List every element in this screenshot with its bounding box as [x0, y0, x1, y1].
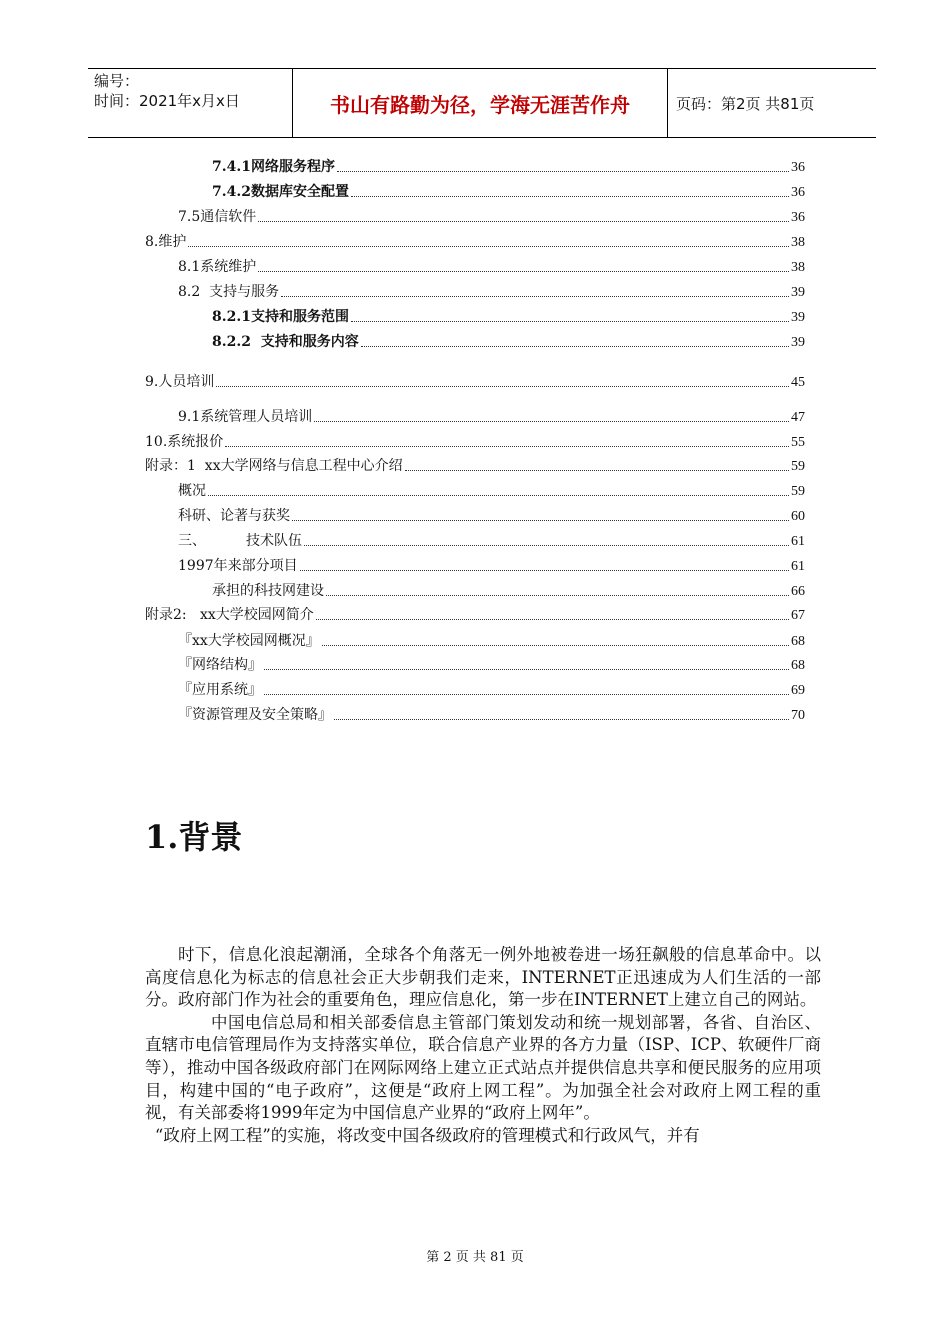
section-heading: 1.背景	[145, 818, 243, 856]
toc-leader-dots	[322, 644, 789, 646]
toc-leader-dots	[208, 494, 789, 496]
toc-entry-page: 55	[791, 435, 805, 450]
toc-leader-dots	[405, 469, 789, 471]
toc-entry-page: 38	[791, 260, 805, 275]
toc-entry[interactable]	[145, 457, 805, 475]
toc-entry[interactable]	[212, 582, 805, 600]
toc-entry-label: 8.2.1支持和服务范围	[212, 309, 349, 325]
toc-entry-page: 36	[791, 160, 805, 175]
toc-leader-dots	[337, 170, 789, 172]
time-label: 时间：2021年x月x日	[94, 92, 240, 110]
toc-entry-label: 8.维护	[145, 234, 187, 250]
toc-entry-page: 66	[791, 584, 805, 599]
toc-entry[interactable]	[212, 333, 805, 351]
number-label: 编号：	[94, 72, 140, 90]
toc-leader-dots	[258, 270, 789, 272]
toc-entry-page: 59	[791, 484, 805, 499]
toc-entry[interactable]	[178, 532, 805, 550]
toc-entry-label: 7.5通信软件	[178, 209, 257, 225]
toc-entry[interactable]	[178, 283, 805, 301]
toc-entry-page: 59	[791, 459, 805, 474]
toc-entry-page: 67	[791, 608, 805, 623]
toc-entry-label: 7.4.1网络服务程序	[212, 159, 335, 175]
toc-entry[interactable]	[178, 258, 805, 276]
toc-entry-label: 『资源管理及安全策略』	[178, 707, 332, 723]
toc-entry[interactable]	[178, 482, 805, 500]
toc-entry-page: 39	[791, 285, 805, 300]
paragraph: 时下，信息化浪起潮涌，全球各个角落无一例外地被卷进一场狂飙般的信息革命中。以高度信息化为标志的信息社会正大步朝我们走来，INTERNET正迅速成为人们生活的一部分。政府部门作为社会的重要角色，理应信息化，第一步在INTERNET上建立自己的网站。	[145, 945, 821, 1010]
toc-leader-dots	[351, 195, 789, 197]
toc-entry-label: 9.1系统管理人员培训	[178, 409, 313, 425]
toc-leader-dots	[264, 668, 789, 670]
toc-entry-page: 39	[791, 310, 805, 325]
toc-entry-label: 9.人员培训	[145, 374, 215, 390]
toc-leader-dots	[351, 320, 789, 322]
toc-entry-page: 36	[791, 210, 805, 225]
header-meta	[88, 69, 293, 137]
toc-entry-label: 科研、论著与获奖	[178, 508, 290, 524]
toc-entry[interactable]	[178, 557, 805, 575]
toc-entry-page: 61	[791, 559, 805, 574]
toc-entry-label: 三、 技术队伍	[178, 533, 303, 549]
toc-entry-label: 8.2 支持与服务	[178, 284, 280, 300]
toc-entry[interactable]	[145, 373, 805, 391]
toc-leader-dots	[258, 220, 789, 222]
toc-entry-label: 10.系统报价	[145, 434, 224, 450]
toc-entry-page: 39	[791, 335, 805, 350]
toc-entry-label: 8.2.2 支持和服务内容	[212, 334, 359, 350]
toc-entry-label: 『应用系统』	[178, 682, 262, 698]
toc-entry-page: 68	[791, 634, 805, 649]
toc-leader-dots	[361, 345, 789, 347]
toc-leader-dots	[292, 519, 789, 521]
toc-entry[interactable]	[145, 433, 805, 451]
toc-entry-page: 61	[791, 534, 805, 549]
toc-entry-label: 附录：1 xx大学网络与信息工程中心介绍	[145, 458, 403, 474]
toc-entry-page: 60	[791, 509, 805, 524]
toc-entry[interactable]	[178, 681, 805, 699]
page-footer: 第 2 页 共 81 页	[426, 1250, 524, 1265]
body-text	[145, 944, 821, 1147]
toc-leader-dots	[334, 718, 789, 720]
toc-entry[interactable]	[145, 233, 805, 251]
toc-leader-dots	[264, 693, 789, 695]
toc-leader-dots	[300, 569, 789, 571]
toc-entry-page: 47	[791, 410, 805, 425]
toc-entry[interactable]	[145, 606, 805, 624]
toc-entry[interactable]	[178, 632, 805, 650]
toc-leader-dots	[326, 594, 789, 596]
toc-entry-label: 『网络结构』	[178, 657, 262, 673]
toc-entry[interactable]	[178, 706, 805, 724]
toc-entry[interactable]	[178, 507, 805, 525]
toc-leader-dots	[225, 445, 789, 447]
toc-leader-dots	[216, 385, 789, 387]
header-page-info: 页码：第2页 共81页	[676, 94, 815, 113]
toc-leader-dots	[281, 295, 789, 297]
toc-entry-page: 68	[791, 658, 805, 673]
toc-leader-dots	[304, 544, 789, 546]
toc-entry-page: 36	[791, 185, 805, 200]
toc-entry-label: 1997年来部分项目	[178, 558, 298, 574]
toc-leader-dots	[188, 245, 789, 247]
toc-leader-dots	[316, 618, 789, 620]
toc-entry-label: 承担的科技网建设	[212, 583, 324, 599]
toc-entry-page: 69	[791, 683, 805, 698]
toc-entry[interactable]	[178, 656, 805, 674]
header-motto: 书山有路勤为径，学海无涯苦作舟	[293, 69, 668, 137]
paragraph: “政府上网工程”的实施，将改变中国各级政府的管理模式和行政风气，并有	[154, 1125, 700, 1145]
toc-entry-page: 38	[791, 235, 805, 250]
toc-entry[interactable]	[178, 408, 805, 426]
toc-entry[interactable]	[212, 183, 805, 201]
toc-entry[interactable]	[212, 308, 805, 326]
toc-leader-dots	[314, 420, 789, 422]
toc-entry-page: 45	[791, 375, 805, 390]
toc-entry-label: 『xx大学校园网概况』	[178, 633, 320, 649]
toc-entry-label: 概况	[178, 483, 206, 499]
toc-entry[interactable]	[212, 158, 805, 176]
toc-entry-label: 8.1系统维护	[178, 259, 257, 275]
toc-entry-label: 附录2: xx大学校园网简介	[145, 607, 314, 623]
toc-entry-label: 7.4.2数据库安全配置	[212, 184, 349, 200]
page-header	[88, 68, 876, 138]
toc-entry[interactable]	[178, 208, 805, 226]
paragraph: 中国电信总局和相关部委信息主管部门策划发动和统一规划部署，各省、自治区、直辖市电信管理局作为支持落实单位，联合信息产业界的各方力量（ISP、ICP、软硬件厂商等），推动中国各级政府部门在网际网络上建立正式站点并提供信息共享和便民服务的应用项目，构建中国的“电子政府”，这便是“政府上网工程”。为加强全社会对政府上网工程的重视，有关部委将1999年定为中国信息产业界的“政府上网年”。	[145, 1012, 821, 1123]
toc-entry-page: 70	[791, 708, 805, 723]
